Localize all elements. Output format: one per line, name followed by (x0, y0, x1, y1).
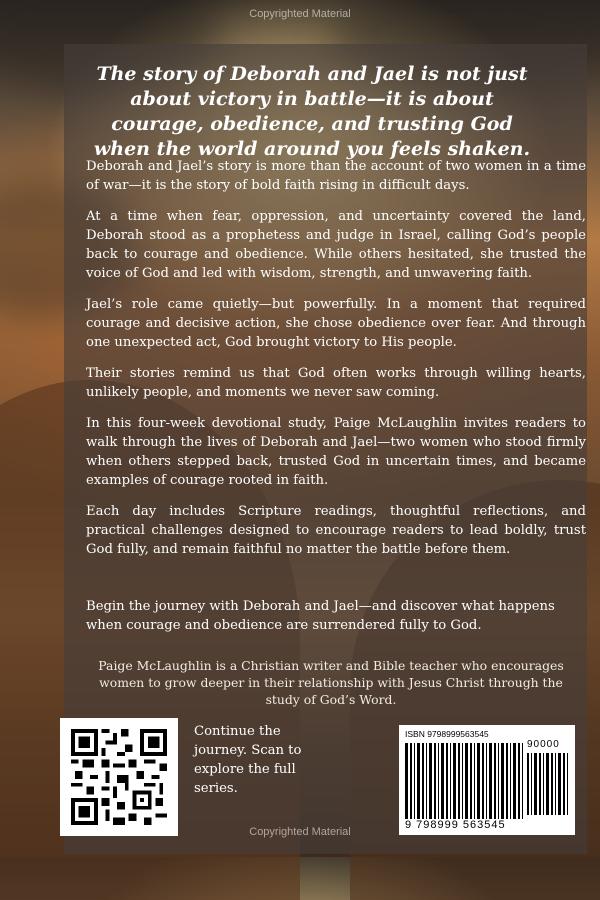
barcode-stripe (489, 743, 492, 819)
barcode-stripe (513, 743, 516, 819)
paragraph: In this four-week devotional study, Paige McLaughlin invites readers to walk through the lives of Deborah and Jael—two women who stood firmly when others stepped back, trusted God in uncertain times, and became examples of courage rooted in faith. (86, 416, 586, 488)
barcode-stripe (429, 743, 432, 819)
barcode-stripe (518, 743, 520, 819)
paragraph: Deborah and Jael’s story is more than the account of two women in a time of war—it is the story of bold faith rising in difficult days. (86, 159, 586, 193)
barcode-stripe (405, 743, 408, 819)
paragraph: At a time when fear, oppression, and uncertainty covered the land, Deborah stood as a prophetess and judge in Israel, calling God’s people back to courage and obedience. While others hesitated, she trusted the voice of God and led with wisdom, strength, and unwavering faith. (86, 209, 586, 281)
barcode-stripe (434, 743, 436, 819)
paragraph: Their stories remind us that God often works through willing hearts, unlikely people, and moments we never saw coming. (86, 366, 586, 400)
barcode-stripe (441, 743, 444, 819)
call-to-action: Begin the journey with Deborah and Jael—and discover what happens when courage and obedience are surrendered fully to God. (86, 599, 555, 633)
barcode-bars (405, 743, 523, 819)
barcode-stripe (527, 753, 529, 815)
barcode-stripe (539, 753, 541, 815)
barcode-stripe (501, 743, 504, 819)
barcode-stripe (410, 743, 412, 819)
barcode-stripe (482, 743, 484, 819)
qr-code[interactable] (60, 718, 178, 836)
paragraph: Each day includes Scripture readings, thoughtful reflections, and practical challenges designed to encourage readers to lead boldly, trust God fully, and remain faithful no matter the battle before them. (86, 504, 586, 557)
barcode-stripe (543, 753, 544, 815)
barcode-stripe (531, 753, 532, 815)
barcode-stripe (417, 743, 420, 819)
barcode-stripe (506, 743, 508, 819)
barcode-stripe (486, 743, 487, 819)
isbn-label: ISBN 9798999563545 (405, 729, 489, 739)
qr-caption: Continue the journey. Scan to explore the full series. (194, 724, 302, 796)
author-bio: Paige McLaughlin is a Christian writer and Bible teacher who encourages women to grow deeper in their relationship with Jesus Christ through the study of God’s Word. (98, 658, 564, 707)
barcode-stripe (470, 743, 472, 819)
barcode-stripe (494, 743, 496, 819)
description (86, 157, 586, 571)
barcode-stripe (414, 743, 415, 819)
barcode-stripe (563, 753, 565, 815)
barcode-stripe (462, 743, 463, 819)
qr-code-icon (71, 729, 167, 825)
barcode-stripe (446, 743, 448, 819)
barcode-stripe (498, 743, 499, 819)
barcode-stripe (522, 743, 523, 819)
barcode-stripe (422, 743, 424, 819)
barcode-stripe (450, 743, 451, 819)
tagline: The story of Deborah and Jael is not just about victory in battle—it is about courage, obedience, and trusting God when the world around you feels shaken. (93, 63, 531, 160)
barcode-stripe (477, 743, 480, 819)
price-code: 90000 (527, 739, 560, 750)
barcode-stripe (510, 743, 511, 819)
barcode-stripe (567, 753, 568, 815)
isbn-digits: 9 798999 563545 (405, 819, 506, 831)
watermark-bottom: Copyrighted Material (249, 826, 351, 838)
barcode-stripe (474, 743, 475, 819)
barcode-stripe (465, 743, 468, 819)
price-bars (527, 753, 569, 815)
watermark-top: Copyrighted Material (249, 8, 351, 20)
barcode-stripe (426, 743, 427, 819)
barcode-stripe (558, 753, 561, 815)
barcode-stripe (438, 743, 439, 819)
isbn-barcode (399, 725, 575, 835)
barcode-stripe (534, 753, 537, 815)
barcode-stripe (555, 753, 556, 815)
paragraph: Jael’s role came quietly—but powerfully. In a moment that required courage and decisive action, she chose obedience over fear. And through one unexpected act, God brought victory to His people. (86, 297, 586, 350)
barcode-stripe (551, 753, 553, 815)
barcode-stripe (546, 753, 549, 815)
barcode-stripe (458, 743, 460, 819)
barcode-stripe (453, 743, 456, 819)
